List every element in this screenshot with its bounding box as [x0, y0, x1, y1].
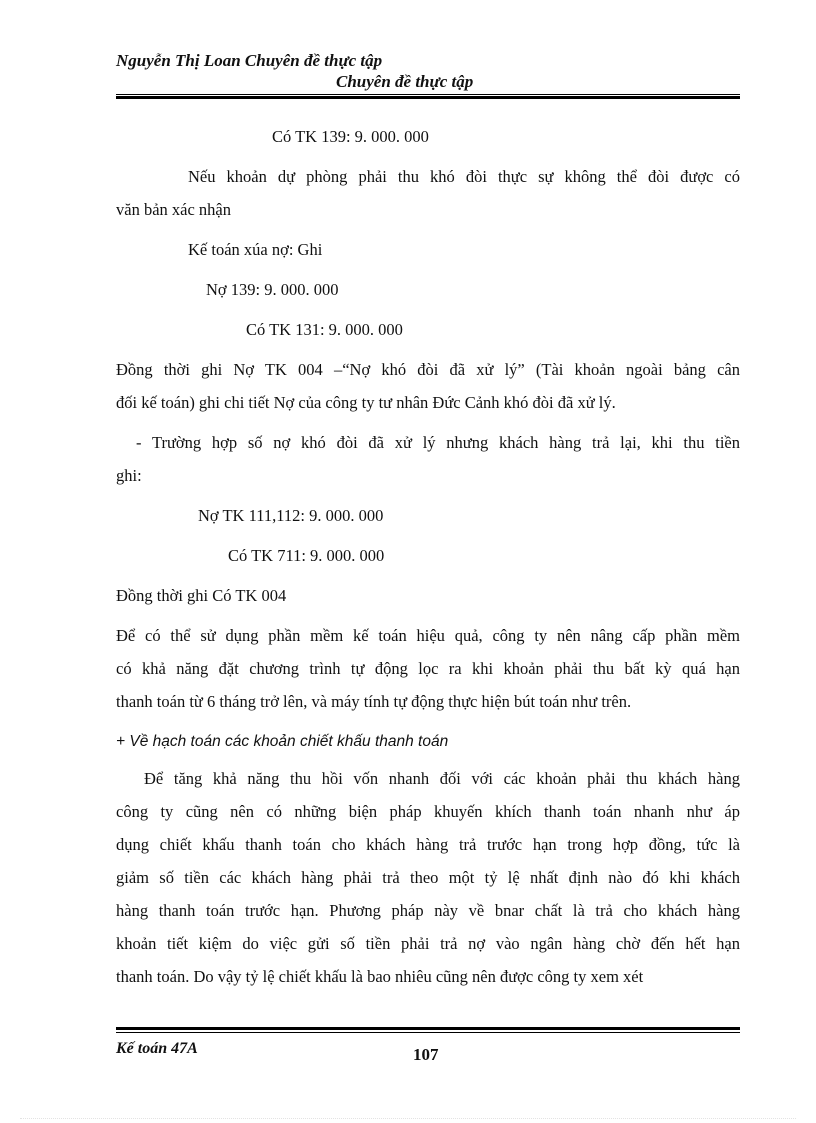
paragraph-line: đối kế toán) ghi chi tiết Nợ của công ty tư nhân Đức Cảnh khó đòi đã xử lý.	[116, 393, 616, 412]
page-number: 107	[413, 1045, 439, 1064]
paragraph-line: khoản tiết kiệm do việc gửi số tiền phải trả nợ vào ngân hàng chờ đến hết hạn	[116, 934, 740, 953]
paragraph-line: Để tăng khả năng thu hồi vốn nhanh đối với các khoản phải thu khách hàng	[144, 769, 740, 788]
header-author-line: Nguyễn Thị Loan Chuyên đề thực tập	[116, 51, 383, 70]
paragraph-line: dụng chiết khấu thanh toán cho khách hàng trả trước hạn trong hợp đồng, tức là	[116, 835, 740, 854]
section-heading: + Về hạch toán các khoản chiết khấu thanh toán	[116, 733, 449, 750]
paragraph-line: thanh toán từ 6 tháng trở lên, và máy tính tự động thực hiện bút toán như trên.	[116, 692, 632, 711]
entry-debit-139: Nợ 139: 9. 000. 000	[206, 280, 339, 299]
footer-label: Kế toán 47A	[116, 1040, 198, 1057]
paragraph-line: Để có thể sử dụng phần mềm kế toán hiệu quả, công ty nên nâng cấp phần mềm	[116, 626, 740, 645]
paragraph-line: công ty cũng nên có những biện pháp khuyến khích thanh toán nhanh như áp	[116, 802, 740, 821]
paragraph-line: giảm số tiền các khách hàng phải trả theo một tỷ lệ nhất định nào đó khi khách	[116, 868, 740, 887]
paragraph-line: văn bản xác nhận	[116, 200, 231, 219]
footer-rule-thin	[116, 1032, 740, 1033]
entry-credit-711: Có TK 711: 9. 000. 000	[228, 546, 385, 565]
header-rule-thin	[116, 94, 740, 95]
entry-label: Kế toán xúa nợ: Ghi	[188, 240, 323, 259]
entry-credit-139: Có TK 139: 9. 000. 000	[272, 127, 429, 146]
paragraph-line: Đồng thời ghi Có TK 004	[116, 586, 287, 605]
entry-credit-131: Có TK 131: 9. 000. 000	[246, 320, 403, 339]
header-title-line: Chuyên đề thực tập	[336, 72, 474, 91]
bottom-dotted-border	[20, 1118, 796, 1119]
paragraph-line: Nếu khoản dự phòng phải thu khó đòi thực sự không thể đòi được có	[188, 167, 740, 186]
paragraph-line: hàng thanh toán trước hạn. Phương pháp này về bnar chất là trả cho khách hàng	[116, 901, 740, 920]
header-rule-thick	[116, 96, 740, 99]
paragraph-line: thanh toán. Do vậy tỷ lệ chiết khấu là bao nhiêu cũng nên được công ty xem xét	[116, 967, 644, 986]
paragraph-line: có khả năng đặt chương trình tự động lọc ra khi khoản phải thu bất kỳ quá hạn	[116, 659, 740, 678]
entry-debit-111-112: Nợ TK 111,112: 9. 000. 000	[198, 506, 384, 525]
footer-rule-thick	[116, 1027, 740, 1030]
paragraph-line: ghi:	[116, 466, 142, 485]
paragraph-line: - Trường hợp số nợ khó đòi đã xử lý nhưng khách hàng trả lại, khi thu tiền	[136, 433, 740, 452]
paragraph-line: Đồng thời ghi Nợ TK 004 –“Nợ khó đòi đã xử lý” (Tài khoản ngoài bảng cân	[116, 360, 740, 379]
